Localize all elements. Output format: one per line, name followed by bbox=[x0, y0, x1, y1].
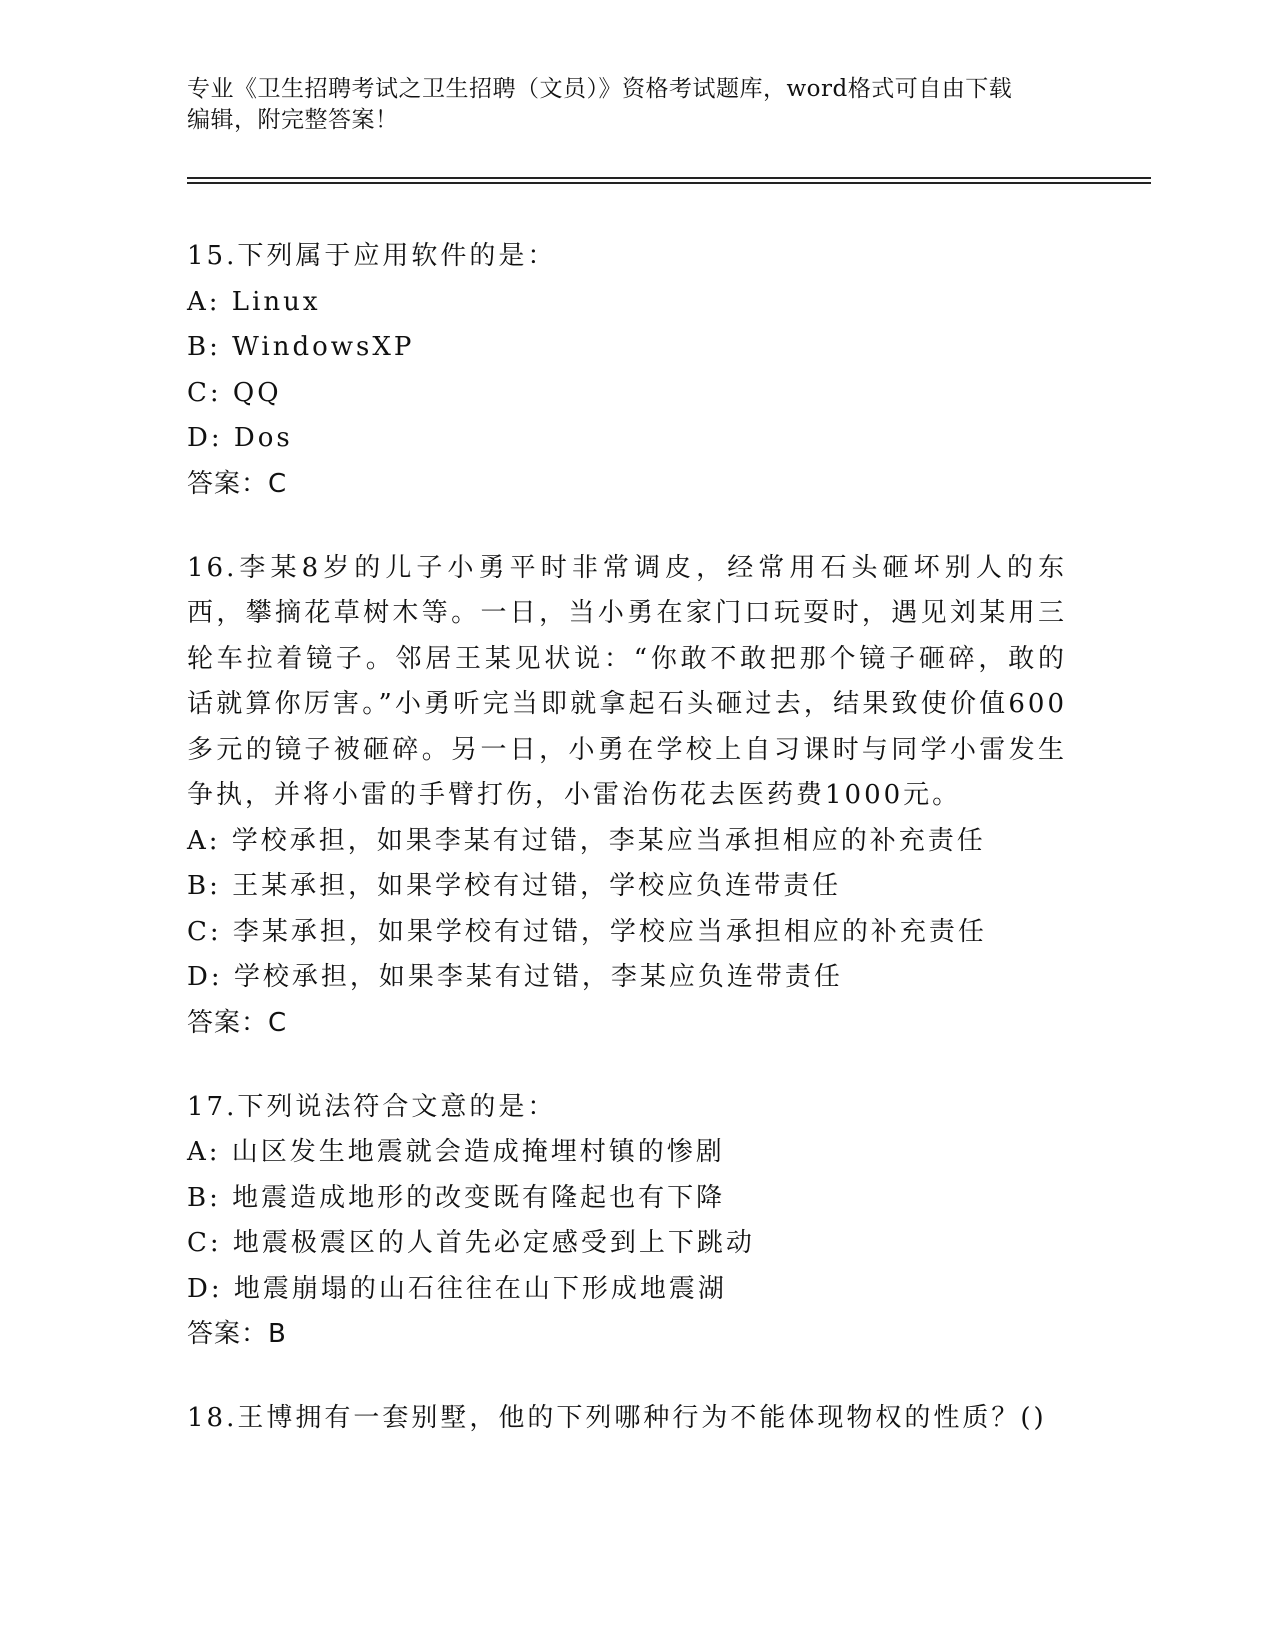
option-c: C: QQ bbox=[187, 377, 282, 408]
option-c: C: 李某承担，如果学校有过错，学校应当承担相应的补充责任 bbox=[187, 916, 987, 947]
question-stem: 16.李某8岁的儿子小勇平时非常调皮，经常用石头砸坏别人的东西，攀摘花草树木等。一日，当小勇在家门口玩耍时，遇见刘某用三轮车拉着镜子。邻居王某见状说：“你敢不敢把那个镜子砸碎，敢的话就算你厉害。”小勇听完当即就拿起石头砸过去，结果致使价值600多元的镜子被砸碎。另一日，小勇在学校上自习课时与同学小雷发生争执，并将小雷的手臂打伤，小雷治伤花去医药费1000元。 bbox=[187, 552, 1067, 810]
option-c: C: 地震极震区的人首先必定感受到上下跳动 bbox=[187, 1228, 755, 1258]
option-a: A: 学校承担，如果李某有过错，李某应当承担相应的补充责任 bbox=[187, 825, 986, 856]
option-d: D: 学校承担，如果李某有过错，李某应负连带责任 bbox=[187, 962, 843, 992]
question-18 bbox=[187, 1396, 1067, 1442]
question-stem: 17.下列说法符合文意的是： bbox=[187, 1091, 557, 1122]
option-b: B: 地震造成地形的改变既有隆起也有下降 bbox=[187, 1182, 726, 1213]
option-b: B: WindowsXP bbox=[187, 332, 415, 362]
question-stem: 15.下列属于应用软件的是： bbox=[187, 241, 557, 271]
question-16 bbox=[187, 546, 1067, 1045]
document-header bbox=[187, 74, 1087, 136]
answer-line: 答案：C bbox=[187, 1007, 288, 1038]
option-d: D: 地震崩塌的山石往往在山下形成地震湖 bbox=[187, 1273, 727, 1304]
question-15 bbox=[187, 234, 1067, 506]
header-divider-bottom bbox=[187, 182, 1151, 184]
option-a: A: 山区发生地震就会造成掩埋村镇的惨剧 bbox=[187, 1137, 725, 1167]
option-d: D: Dos bbox=[187, 423, 293, 453]
header-line-2: 编辑，附完整答案！ bbox=[187, 107, 399, 133]
answer-line: 答案：C bbox=[187, 468, 288, 499]
answer-line: 答案：B bbox=[187, 1319, 287, 1349]
header-line-1: 专业《卫生招聘考试之卫生招聘（文员）》资格考试题库，word格式可自由下载 bbox=[187, 76, 1013, 102]
header-divider-top bbox=[187, 177, 1151, 179]
option-b: B: 王某承担，如果学校有过错，学校应负连带责任 bbox=[187, 871, 842, 901]
question-stem: 18.王博拥有一套别墅，他的下列哪种行为不能体现物权的性质？() bbox=[187, 1403, 1047, 1433]
question-17 bbox=[187, 1085, 1067, 1357]
option-a: A: Linux bbox=[187, 286, 321, 317]
question-list bbox=[187, 234, 1067, 1482]
